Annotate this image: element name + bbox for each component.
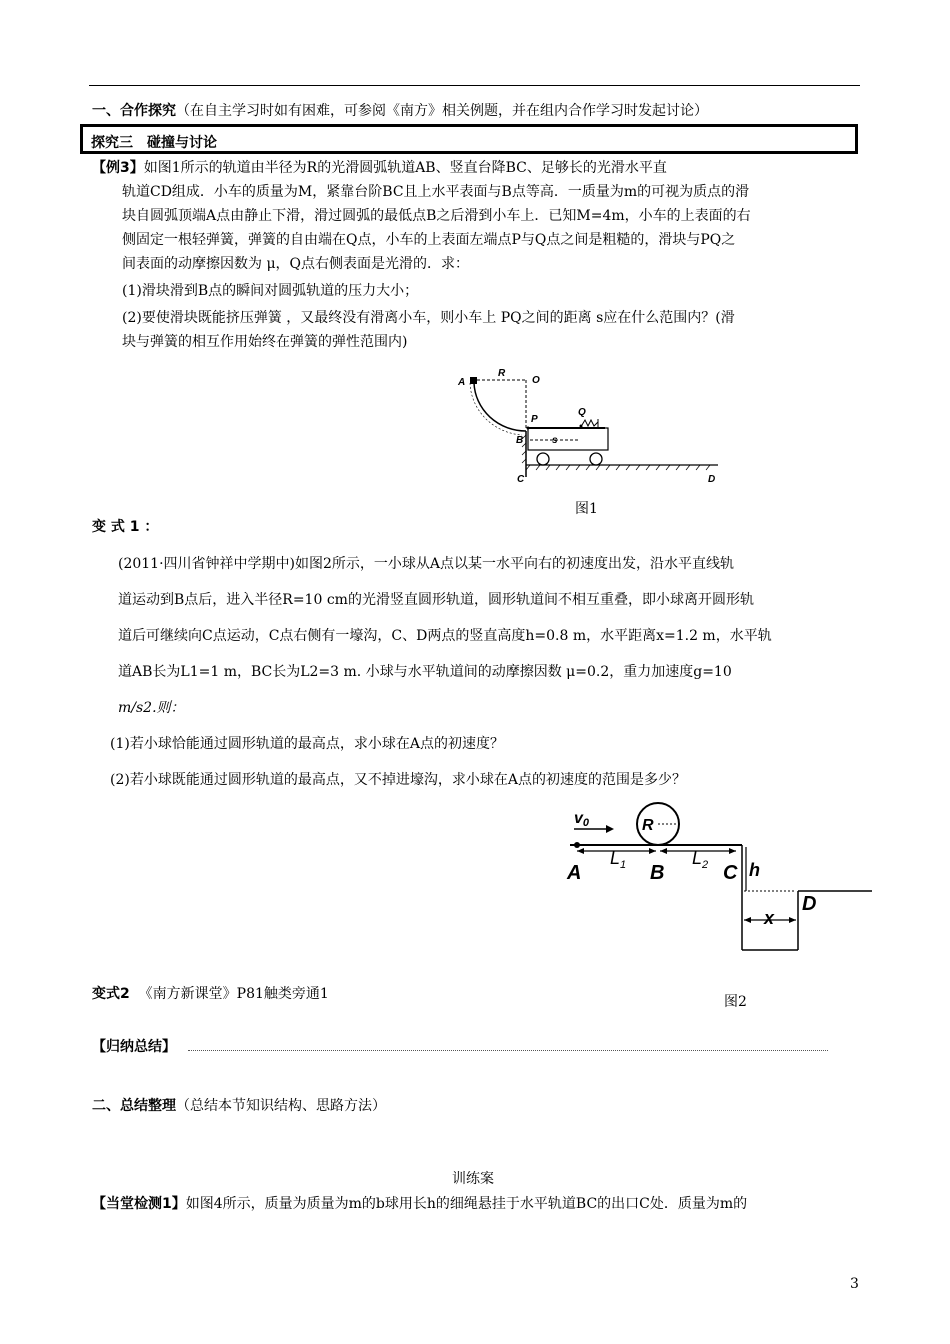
training-tag: 【当堂检测1】	[92, 1196, 186, 1212]
training-text: 如图4所示，质量为质量为m的b球用长h的细绳悬挂于水平轨道BC的出口C处．质量为m的	[185, 1196, 748, 1212]
section1-note: （在自主学习时如有困难，可参阅《南方》相关例题，并在组内合作学习时发起讨论）	[176, 103, 708, 119]
fig1-cart-body	[528, 428, 608, 450]
section2-heading	[92, 1095, 386, 1115]
fig1-spring	[582, 420, 598, 426]
fig2-label-C: C	[723, 862, 738, 884]
fig1-wheel-right	[590, 453, 602, 465]
example3-line-3: 侧固定一根轻弹簧，弹簧的自由端在Q点，小车的上表面左端点P与Q点之间是粗糙的，滑块与PQ之	[122, 232, 736, 248]
fig1-point-Q	[580, 425, 583, 428]
fig2-label-R: R	[642, 817, 654, 834]
fig2-ball	[574, 842, 580, 848]
figure2-caption: 图2	[724, 994, 747, 1010]
fig1-slider-block	[470, 377, 477, 384]
fig1-label-A: A	[458, 377, 466, 388]
box-header-text: 探究三 碰撞与讨论	[91, 135, 217, 151]
fig2-label-L2: $L_2$	[692, 848, 709, 871]
fig2-x-arrow-left	[744, 917, 751, 923]
example3-text: 如图1所示的轨道由半径为R的光滑圆弧轨道AB、竖直台降BC、足够长的光滑水平直	[143, 160, 667, 176]
fig2-L1-arrow-right	[649, 848, 656, 854]
fig2-label-D: D	[802, 893, 817, 915]
fig1-label-Q: Q	[578, 407, 586, 418]
section2-title: 二、总结整理	[92, 1098, 176, 1114]
variant1-title: 变 式 1 ：	[92, 519, 159, 535]
fig1-label-B: B	[516, 435, 524, 446]
example3-line-6: (2)要使滑块既能挤压弹簧 ，又最终没有滑离小车，则小车上 PQ之间的距离 s应在什么范围内？(滑	[122, 310, 735, 326]
fig2-label-v0: v0	[574, 810, 590, 829]
fig1-label-O: O	[532, 375, 540, 386]
fig1-label-s: s	[552, 435, 558, 446]
figure2-diagram	[560, 800, 880, 960]
figure1-caption: 图1	[575, 501, 598, 517]
fig2-label-x: x	[764, 908, 775, 928]
fig1-label-C: C	[517, 474, 525, 485]
fig2-L2-arrow-left	[660, 848, 667, 854]
summary-tag: 【归纳总结】	[92, 1039, 176, 1055]
variant1-line-6: (2)若小球既能通过圆形轨道的最高点，又不掉进壕沟，求小球在A点的初速度的范围是多少？	[110, 772, 686, 788]
fig2-L2-arrow-right	[729, 848, 736, 854]
fig2-x-arrow-right	[789, 917, 796, 923]
page-number: 3	[850, 1276, 859, 1292]
summary-answer-line	[188, 1050, 828, 1051]
variant1-line-3: 道AB长为L1=1 m，BC长为L2=3 m. 小球与水平轨道间的动摩擦因数 μ=0.2，重力加速度g=10	[118, 664, 732, 680]
variant1-line-2: 道后可继续向C点运动，C点右侧有一壕沟，C、D两点的竖直高度h=0.8 m，水平距离x=1.2 m，水平轨	[118, 628, 772, 644]
example3-line-0	[92, 157, 667, 180]
example3-tag: 【例3】	[92, 160, 144, 176]
fig1-arc-track	[474, 383, 526, 431]
fig1-label-P: P	[531, 414, 538, 425]
fig2-arrowhead	[606, 825, 614, 833]
example3-line-7: 块与弹簧的相互作用始终在弹簧的弹性范围内)	[122, 334, 408, 350]
variant1-line-5: (1)若小球恰能通过圆形轨道的最高点，求小球在A点的初速度？	[110, 736, 504, 752]
fig1-label-R: R	[498, 368, 506, 379]
example3-line-4: 间表面的动摩擦因数为 μ，Q点右侧表面是光滑的．求：	[122, 256, 470, 272]
fig2-label-h: h	[749, 860, 760, 880]
top-rule	[89, 85, 860, 86]
variant1-line-0: (2011·四川省钟祥中学期中)如图2所示，一小球从A点以某一水平向右的初速度出发，沿水平直线轨	[118, 556, 735, 572]
training-title: 训练案	[452, 1171, 494, 1187]
fig1-arc-hatch	[470, 383, 522, 435]
fig2-L1-arrow-left	[577, 848, 584, 854]
variant2-title: 变式2	[92, 986, 130, 1002]
variant1-line-1: 道运动到B点后，进入半径R=10 cm的光滑竖直圆形轨道，圆形轨道间不相互重叠，即小球离开圆形轨	[118, 592, 754, 608]
training-question	[92, 1193, 747, 1213]
fig2-label-A: A	[567, 862, 582, 884]
figure1-diagram	[450, 365, 730, 490]
section1-heading	[92, 100, 708, 120]
fig1-wheel-left	[537, 453, 549, 465]
variant1-line-4: m/s2.则：	[118, 700, 185, 716]
fig2-label-L1: $L_1$	[610, 848, 627, 871]
section2-note: （总结本节知识结构、思路方法）	[176, 1098, 386, 1114]
example3-line-1: 轨道CD组成．小车的质量为M，紧靠台阶BC且上水平表面与B点等高．一质量为m的可视为质点的滑	[122, 184, 750, 200]
section-box-header	[80, 124, 858, 154]
fig1-label-D: D	[708, 474, 716, 485]
fig2-label-B: B	[650, 862, 665, 884]
example3-line-2: 块自圆弧顶端A点由静止下滑，滑过圆弧的最低点B之后滑到小车上．已知M=4m，小车的上表面的右	[122, 208, 751, 224]
fig1-point-P	[527, 427, 530, 430]
variant2	[92, 983, 329, 1003]
section1-title: 一、合作探究	[92, 103, 176, 119]
variant2-text: 《南方新课堂》P81触类旁通1	[138, 986, 329, 1002]
example3-line-5: (1)滑块滑到B点的瞬间对圆弧轨道的压力大小；	[122, 283, 419, 299]
